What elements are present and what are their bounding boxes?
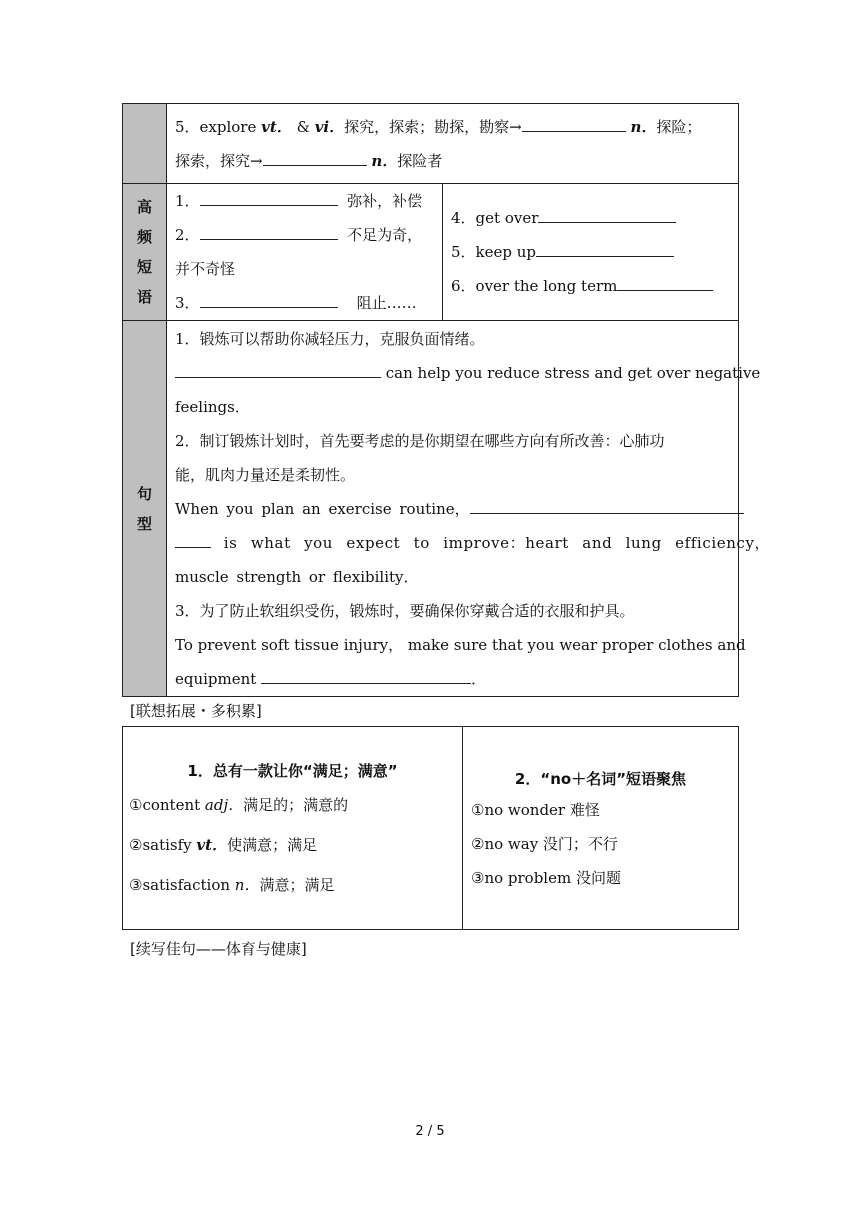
- page-number: 2 / 5: [415, 1124, 445, 1139]
- fill-blank[interactable]: [263, 151, 367, 166]
- phrase-item-3: 3． 阻止……: [175, 294, 417, 312]
- expansion-left-item-3: ③satisfaction n．满意；满足: [129, 876, 335, 894]
- phrases-row: [123, 184, 739, 321]
- phrase-item-2: 2． 不足为奇，: [175, 226, 423, 244]
- expansion-right-item-1: ①no wonder 难怪: [471, 801, 600, 819]
- expansion-right-item-3: ③no problem 没问题: [471, 869, 621, 887]
- section-heading-expand: [联想拓展・多积累]: [130, 702, 262, 720]
- sentence-1-en-cont: feelings．: [175, 398, 250, 416]
- sentence-2-cn-1: 2．制订锻炼计划时，首先要考虑的是你期望在哪些方向有所改善：心肺功: [175, 432, 665, 450]
- fill-blank[interactable]: [200, 293, 338, 308]
- expansion-left-title: 1．总有一款让你“满足；满意”: [187, 762, 398, 780]
- sentence-2-en-3: muscle strength or flexibility．: [175, 568, 419, 586]
- expansion-box: [122, 726, 739, 930]
- fill-blank[interactable]: [536, 242, 674, 257]
- fill-blank[interactable]: [617, 276, 713, 291]
- fill-blank[interactable]: [261, 669, 471, 684]
- row-label-phrases: 高 频 短 语: [123, 184, 167, 321]
- phrase-item-2-cont: 并不奇怪: [175, 260, 236, 278]
- phrase-item-6: 6．over the long term: [443, 269, 738, 303]
- fill-blank[interactable]: [470, 499, 744, 514]
- sentence-1-cn: 1．锻炼可以帮助你减轻压力，克服负面情绪。: [175, 330, 485, 348]
- fill-blank[interactable]: [175, 363, 381, 378]
- sentence-3-cn: 3．为了防止软组织受伤，锻炼时，要确保你穿戴合适的衣服和护具。: [175, 602, 635, 620]
- expansion-right-item-2: ②no way 没门；不行: [471, 835, 618, 853]
- phrase-item-1: 1． 弥补，补偿: [175, 192, 423, 210]
- phrase-item-4: 4．get over: [443, 201, 738, 235]
- phrase-item-5: 5．keep up: [443, 235, 738, 269]
- expansion-left: [123, 727, 463, 930]
- section-heading-writing: [续写佳句——体育与健康]: [130, 940, 307, 958]
- word-item-5-line2: 探索，探究→ n．探险者: [175, 152, 443, 170]
- expansion-right-title: 2．“no＋名词”短语聚焦: [514, 770, 687, 788]
- sentence-2-cn-2: 能，肌肉力量还是柔韧性。: [175, 466, 356, 484]
- row-label-empty: [123, 104, 167, 184]
- sentence-patterns: [167, 321, 771, 697]
- vocabulary-table: [122, 103, 771, 697]
- phrases-right: [443, 184, 739, 321]
- sentence-3-en-2: equipment ．: [175, 670, 487, 688]
- fill-blank[interactable]: [175, 533, 211, 548]
- sentence-3-en-1: To prevent soft tissue injury， make sure that you wear proper clothes and: [175, 636, 746, 654]
- expansion-right: [463, 727, 739, 930]
- expansion-left-item-1: ①content adj．满足的；满意的: [129, 796, 349, 814]
- sentence-2-en-2: is what you expect to improve：heart and lung efficiency，: [167, 526, 738, 560]
- fill-blank[interactable]: [200, 225, 338, 240]
- fill-blank[interactable]: [538, 208, 676, 223]
- fill-blank[interactable]: [522, 117, 626, 132]
- word-row: [123, 104, 739, 184]
- row-label-sentences: 句 型: [123, 321, 167, 697]
- expansion-left-item-2: ②satisfy vt．使满意；满足: [129, 836, 318, 854]
- word-item-5: [167, 104, 739, 184]
- sentence-row: [123, 321, 739, 697]
- fill-blank[interactable]: [200, 191, 338, 206]
- phrases-left: [167, 184, 443, 321]
- sentence-2-en-1: When you plan an exercise routine，: [167, 492, 738, 526]
- word-item-5-line1: 5．explore vt． & vi．探究，探索；勘探，勘察→ n．探险；: [175, 118, 702, 136]
- sentence-1-en: can help you reduce stress and get over negative: [167, 356, 738, 390]
